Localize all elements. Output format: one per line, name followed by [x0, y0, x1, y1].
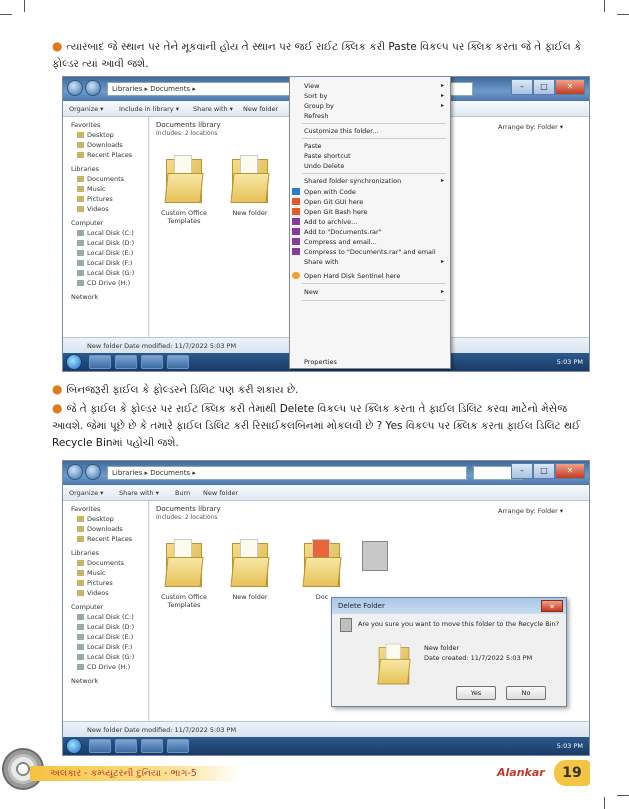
menu-shared-sync[interactable]: Shared folder synchronization: [304, 177, 402, 185]
nav-disk-d[interactable]: Local Disk (D:): [77, 623, 134, 631]
nav-disk-c[interactable]: Local Disk (C:): [77, 229, 134, 237]
forward-icon[interactable]: [85, 80, 101, 96]
minimize-icon[interactable]: –: [511, 463, 533, 479]
bullet-icon: ●: [52, 39, 63, 53]
menu-add-archive[interactable]: Add to archive...: [304, 218, 358, 226]
nav-disk-f[interactable]: Local Disk (F:): [77, 259, 132, 267]
folder-icon[interactable]: [228, 153, 272, 205]
nav-downloads[interactable]: Downloads: [77, 141, 123, 149]
crop-mark: [604, 0, 605, 12]
archive-icon: [292, 248, 300, 255]
git-icon: [292, 198, 300, 205]
clock: 5:03 PM: [556, 358, 583, 366]
start-icon[interactable]: [66, 354, 82, 370]
command-bar: [63, 485, 589, 501]
ie-icon[interactable]: [89, 739, 111, 753]
nav-documents[interactable]: Documents: [77, 175, 124, 183]
address-bar[interactable]: Libraries ▸ Documents ▸: [107, 466, 467, 480]
crop-mark: [24, 0, 25, 12]
nav-disk-e[interactable]: Local Disk (E:): [77, 249, 133, 257]
nav-libraries[interactable]: Libraries: [71, 549, 100, 557]
git-icon: [292, 208, 300, 215]
menu-git-gui[interactable]: Open Git GUI here: [304, 198, 364, 206]
menu-group-by[interactable]: Group by: [304, 102, 334, 110]
nav-music[interactable]: Music: [77, 569, 106, 577]
close-icon[interactable]: ✕: [541, 600, 563, 612]
nav-network[interactable]: Network: [71, 677, 99, 685]
nav-favorites[interactable]: Favorites: [71, 505, 101, 513]
menu-compress-email[interactable]: Compress and email...: [304, 238, 377, 246]
folder-icon[interactable]: [228, 537, 272, 589]
no-button[interactable]: No: [506, 686, 546, 700]
nav-cd-drive[interactable]: CD Drive (H:): [77, 663, 130, 671]
archive-icon: [292, 218, 300, 225]
folder-label: Custom Office Templates: [161, 209, 207, 225]
window-controls: [511, 79, 585, 95]
menu-paste[interactable]: Paste: [304, 142, 322, 150]
menu-view[interactable]: View: [304, 82, 320, 90]
menu-open-code[interactable]: Open with Code: [304, 188, 356, 196]
nav-disk-c[interactable]: Local Disk (C:): [77, 613, 134, 621]
nav-cd-drive[interactable]: CD Drive (H:): [77, 279, 130, 287]
bullet-icon: ●: [52, 382, 63, 396]
instruction-delete-steps: ● જે તે ફાઈલ કે ફોલ્ડર પર રાઈટ ક્લિક કરી તેમાંથી Delete વિકલ્પ પર ક્લિક કરતા તે ફાઈલ ડિલિટ કરવા માટેનો મેસેજ આવશે. જેમાં પૂછે છે કે તમારે ફાઈલ ડિલિટ કરી રિસાઈકલબિનમાં મોકલવી છે ? Yes વિકલ્પ પર ક્લિક કરતા ફાઈલ ડિલિટ થઈ Recycle Binમાં પહોંચી જશે.: [52, 401, 581, 449]
folder-icon[interactable]: [162, 537, 206, 589]
nav-disk-g[interactable]: Local Disk (G:): [77, 653, 134, 661]
delete-folder-dialog: [331, 597, 567, 707]
forward-icon[interactable]: [85, 464, 101, 480]
menu-sort-by[interactable]: Sort by: [304, 92, 328, 100]
share-with-button[interactable]: Share with ▾: [193, 105, 233, 113]
library-subtitle: Includes: 2 locations: [156, 130, 218, 137]
share-with-button[interactable]: Share with ▾: [119, 489, 159, 497]
folder-label: Doc: [315, 593, 329, 601]
library-title: Documents library: [156, 505, 221, 513]
nav-pictures[interactable]: Pictures: [77, 195, 113, 203]
window-titlebar: [63, 461, 589, 485]
menu-refresh[interactable]: Refresh: [304, 112, 329, 120]
dialog-item-date: Date created: 11/7/2022 5:03 PM: [424, 654, 533, 662]
organize-button[interactable]: Organize ▾: [69, 489, 104, 497]
yes-button[interactable]: Yes: [456, 686, 496, 700]
nav-videos[interactable]: Videos: [77, 205, 109, 213]
minimize-icon[interactable]: –: [511, 79, 533, 95]
media-icon[interactable]: [141, 739, 163, 753]
context-menu: View ▸ Sort by ▸ Group by ▸ Refresh Customize this folder... Paste Paste shortcut Undo Delete Shared folder synchronization ▸ Open with Code Open Git GUI here Open Git Bash here Add to archive... Add to "Documents.rar" Compress and email... Compress to "Documents.rar" and email Share with ▸ Open Hard Disk Sentinel here New ▸ Properties: [289, 76, 451, 369]
word-icon[interactable]: [167, 739, 189, 753]
arrange-by[interactable]: Arrange by: Folder ▾: [498, 507, 564, 515]
library-title: Documents library: [156, 121, 221, 129]
crop-mark: [604, 797, 605, 809]
organize-button[interactable]: Organize ▾: [69, 105, 104, 113]
folder-icon[interactable]: [300, 537, 344, 589]
folder-label: New folder: [232, 593, 268, 601]
window-controls: [511, 463, 585, 479]
dialog-title: Delete Folder: [332, 598, 566, 614]
nav-pictures[interactable]: Pictures: [77, 579, 113, 587]
dialog-item-name: New folder: [424, 644, 460, 652]
address-bar[interactable]: Libraries ▸ Documents ▸: [107, 82, 407, 96]
media-icon[interactable]: [141, 355, 163, 369]
folder-icon: [375, 642, 412, 686]
word-icon[interactable]: [167, 355, 189, 369]
archive-icon: [292, 228, 300, 235]
nav-libraries[interactable]: Libraries: [71, 165, 100, 173]
close-icon[interactable]: ✕: [555, 79, 585, 95]
menu-add-rar[interactable]: Add to "Documents.rar": [304, 228, 382, 236]
explorer-screenshot-paste: [62, 76, 590, 372]
nav-disk-d[interactable]: Local Disk (D:): [77, 239, 134, 247]
menu-hd-sentinel[interactable]: Open Hard Disk Sentinel here: [304, 272, 401, 280]
book-title: અલંકાર - કમ્પ્યૂટરની દુનિયા - ભાગ-5: [50, 768, 197, 779]
nav-desktop[interactable]: Desktop: [77, 131, 114, 139]
details-pane: New folder Date modified: 11/7/2022 5:03 PM: [63, 337, 589, 353]
page-number: 19: [554, 760, 590, 786]
dialog-question: Are you sure you want to move this folder to the Recycle Bin?: [358, 620, 560, 628]
explorer-icon[interactable]: [115, 355, 137, 369]
bullet-icon: ●: [52, 401, 63, 415]
archive-icon: [292, 238, 300, 245]
instruction-paste: ● ત્યારબાદ જે સ્થાન પર તેને મૂકવાની હોય તે સ્થાન પર જઈ રાઈટ ક્લિક કરી Paste વિકલ્પ પર ક્લિક કરતા જે તે ફાઈલ કે ફોલ્ડર ત્યાં આવી જશે.: [52, 39, 582, 70]
clock: 5:03 PM: [556, 742, 583, 750]
nav-computer[interactable]: Computer: [71, 603, 104, 611]
include-library-button[interactable]: Include in library ▾: [119, 105, 179, 113]
burn-button[interactable]: Burn: [175, 489, 191, 497]
nav-favorites[interactable]: Favorites: [71, 121, 101, 129]
taskbar: [63, 737, 589, 755]
nav-recent[interactable]: Recent Places: [77, 151, 132, 159]
navigation-pane: [63, 501, 149, 721]
menu-customize[interactable]: Customize this folder...: [304, 127, 379, 135]
folder-label: New folder: [232, 209, 268, 217]
crop-mark: [617, 14, 629, 15]
menu-undo-delete[interactable]: Undo Delete: [304, 162, 345, 170]
nav-disk-e[interactable]: Local Disk (E:): [77, 633, 133, 641]
ie-icon[interactable]: [89, 355, 111, 369]
library-subtitle: Includes: 2 locations: [156, 514, 218, 521]
nav-music[interactable]: Music: [77, 185, 106, 193]
brand-logo: Alankar: [497, 766, 545, 779]
menu-new[interactable]: New: [304, 288, 319, 296]
file-icon[interactable]: [362, 541, 388, 571]
new-folder-button[interactable]: New folder: [203, 489, 239, 497]
menu-properties[interactable]: Properties: [304, 358, 337, 366]
nav-disk-g[interactable]: Local Disk (G:): [77, 269, 134, 277]
menu-compress-rar-email[interactable]: Compress to "Documents.rar" and email: [304, 248, 436, 256]
new-folder-button[interactable]: New folder: [243, 105, 279, 113]
recycle-bin-icon: [340, 618, 352, 632]
nav-desktop[interactable]: Desktop: [77, 515, 114, 523]
sentinel-icon: [292, 272, 300, 279]
nav-downloads[interactable]: Downloads: [77, 525, 123, 533]
close-icon[interactable]: ✕: [555, 463, 585, 479]
menu-paste-shortcut[interactable]: Paste shortcut: [304, 152, 351, 160]
crop-mark: [0, 14, 12, 15]
nav-computer[interactable]: Computer: [71, 219, 104, 227]
crop-mark: [617, 795, 629, 796]
arrange-by[interactable]: Arrange by: Folder ▾: [498, 123, 564, 131]
nav-documents[interactable]: Documents: [77, 559, 124, 567]
maximize-icon[interactable]: □: [533, 463, 555, 479]
code-icon: [292, 188, 300, 195]
explorer-icon[interactable]: [115, 739, 137, 753]
back-icon[interactable]: [67, 464, 83, 480]
menu-share-with[interactable]: Share with: [304, 258, 339, 266]
folder-icon[interactable]: [162, 153, 206, 205]
instruction-delete-intro: ● બિનજરૂરી ફાઈલ કે ફોલ્ડરને ડિલિટ પણ કરી શકાય છે.: [52, 382, 299, 396]
nav-recent[interactable]: Recent Places: [77, 535, 132, 543]
start-icon[interactable]: [66, 738, 82, 754]
menu-git-bash[interactable]: Open Git Bash here: [304, 208, 368, 216]
back-icon[interactable]: [67, 80, 83, 96]
folder-label: Custom Office Templates: [161, 593, 207, 609]
details-pane: New folder Date modified: 11/7/2022 5:03 PM: [63, 721, 589, 737]
nav-network[interactable]: Network: [71, 293, 99, 301]
nav-disk-f[interactable]: Local Disk (F:): [77, 643, 132, 651]
navigation-pane: [63, 117, 149, 337]
maximize-icon[interactable]: □: [533, 79, 555, 95]
explorer-screenshot-delete: [62, 460, 590, 756]
nav-videos[interactable]: Videos: [77, 589, 109, 597]
